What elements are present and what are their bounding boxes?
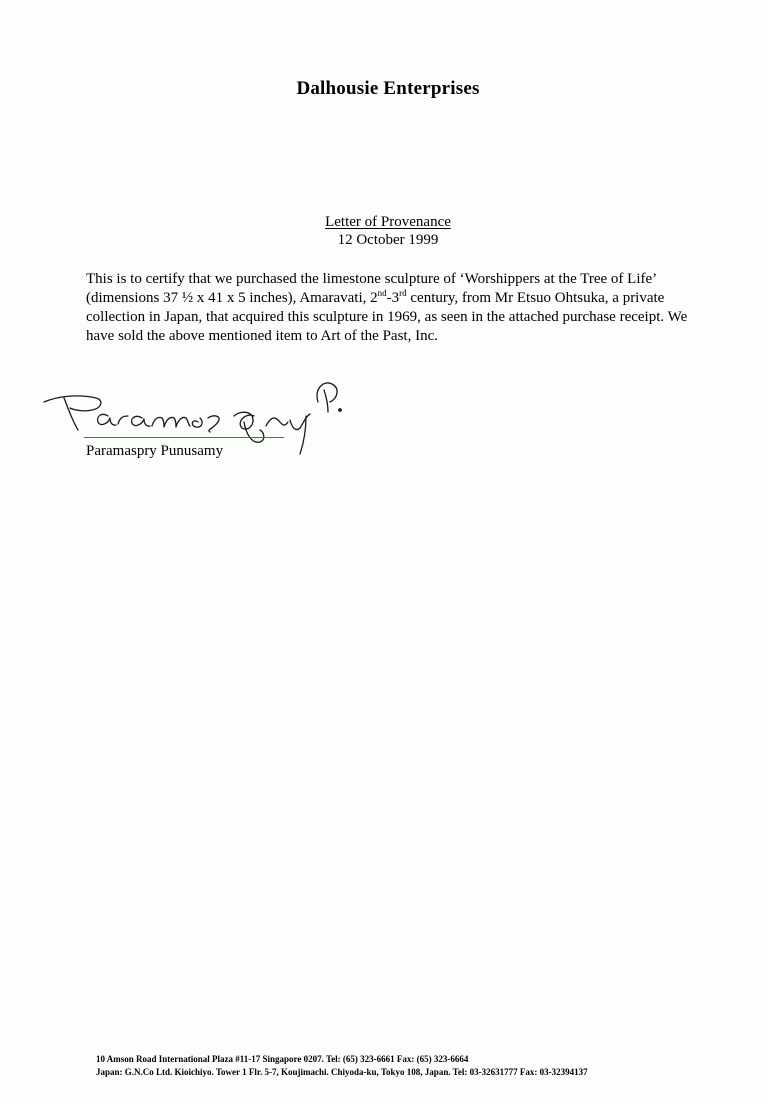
superscript-rd: rd xyxy=(399,288,407,298)
footer-address xyxy=(96,1053,696,1079)
document-title: Letter of Provenance xyxy=(325,214,451,230)
superscript-nd: nd xyxy=(377,288,387,298)
signer-name: Paramaspry Punusamy xyxy=(86,443,224,459)
document-date: 12 October 1999 xyxy=(337,232,439,248)
title-block xyxy=(0,213,768,249)
company-name: Dalhousie Enterprises xyxy=(296,78,480,99)
paragraph-text-part3: century, from Mr Etsuo Ohtsuka, a private collection in Japan, that acquired this sculpture in 1969, as seen in the attached purchase receipt. We have sold the above mentioned item to Art of the Past, Inc. xyxy=(86,290,688,344)
paragraph-text-part1: This is to certify that we purchased the limestone sculpture of ‘Worshippers at the Tree of Life’ (dimensions 37 ½ x 41 x 5 inches), Amaravati, 2 xyxy=(86,271,657,306)
footer-line-singapore: 10 Amson Road International Plaza #11-17 Singapore 0207. Tel: (65) 323-6661 Fax: (65) 323-6664 xyxy=(96,1054,469,1064)
paragraph-text-part2: -3 xyxy=(386,290,400,306)
certification-paragraph xyxy=(86,270,696,346)
signature-line xyxy=(84,437,284,438)
footer-line-japan: Japan: G.N.Co Ltd. Kioichiyo. Tower 1 Flr. 5-7, Koujimachi. Chiyoda-ku, Tokyo 108, Japan. Tel: 03-32631777 Fax: 03-32394137 xyxy=(96,1067,588,1077)
